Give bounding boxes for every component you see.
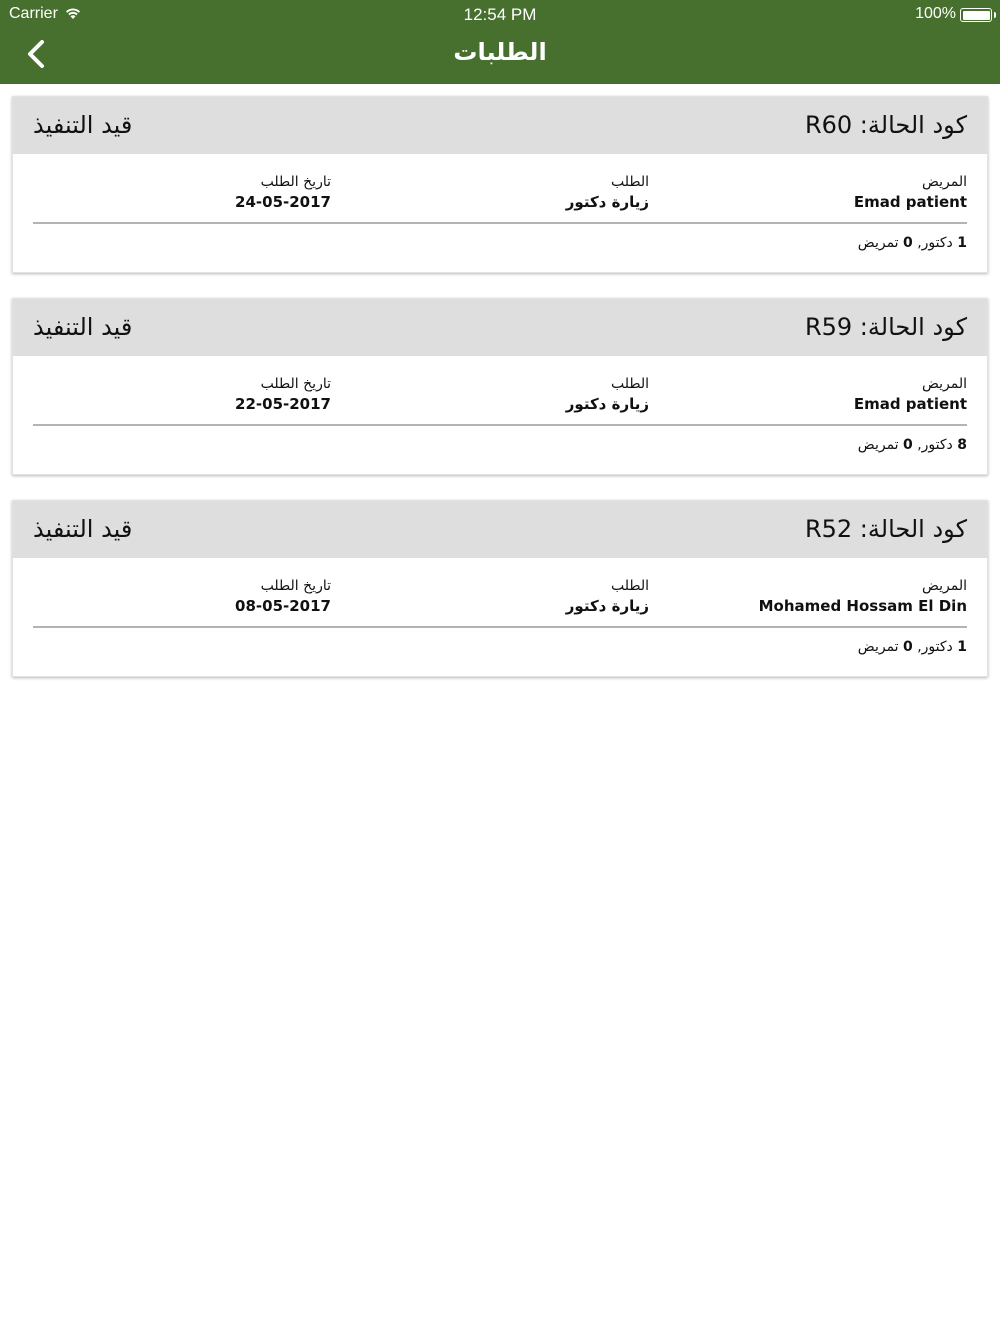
nurse-count: 0 [903, 235, 913, 251]
doctor-label: دكتور, [917, 235, 953, 251]
request-card[interactable] [12, 298, 988, 475]
case-code: كود الحالة: R59 [804, 313, 967, 341]
battery-icon [960, 8, 992, 22]
request-column [566, 376, 649, 413]
card-header [13, 97, 987, 154]
patient-label: المريض [921, 578, 967, 594]
page-title: الطلبات [453, 38, 547, 66]
nurse-count: 0 [903, 639, 913, 655]
patient-column [759, 578, 967, 615]
nurse-count: 0 [903, 437, 913, 453]
carrier-label: Carrier [9, 5, 58, 22]
request-type: زيارة دكتور [565, 597, 649, 615]
doctor-label: دكتور, [917, 437, 953, 453]
request-date-label: تاريخ الطلب [260, 578, 331, 594]
divider [33, 424, 967, 426]
patient-name: Emad patient [853, 395, 967, 413]
status-badge: قيد التنفيذ [33, 313, 133, 341]
divider [33, 222, 967, 224]
date-column [235, 578, 331, 615]
patient-label: المريض [921, 376, 967, 392]
request-column [566, 578, 649, 615]
request-column [566, 174, 649, 211]
staff-counts [858, 437, 967, 453]
divider [33, 626, 967, 628]
requests-list [12, 96, 988, 702]
doctor-label: دكتور, [917, 639, 953, 655]
patient-name: Emad patient [853, 193, 967, 211]
patient-column [854, 174, 967, 211]
staff-counts [858, 235, 967, 251]
request-label: الطلب [610, 174, 649, 190]
case-code: كود الحالة: R60 [804, 111, 967, 139]
request-card[interactable] [12, 96, 988, 273]
status-badge: قيد التنفيذ [33, 111, 133, 139]
request-label: الطلب [610, 578, 649, 594]
request-type: زيارة دكتور [565, 395, 649, 413]
request-type: زيارة دكتور [565, 193, 649, 211]
staff-counts [858, 639, 967, 655]
doctor-count: 8 [957, 437, 967, 453]
request-date-label: تاريخ الطلب [260, 376, 331, 392]
status-badge: قيد التنفيذ [33, 515, 133, 543]
navigation-bar [0, 0, 1000, 84]
battery-percentage: 100% [915, 5, 956, 22]
date-column [235, 174, 331, 211]
card-header [13, 299, 987, 356]
nurse-label: تمريض [857, 235, 899, 251]
request-label: الطلب [610, 376, 649, 392]
nurse-label: تمريض [857, 639, 899, 655]
doctor-count: 1 [957, 639, 967, 655]
case-code: كود الحالة: R52 [804, 515, 967, 543]
patient-label: المريض [921, 174, 967, 190]
clock: 12:54 PM [463, 5, 537, 24]
nurse-label: تمريض [857, 437, 899, 453]
date-column [235, 376, 331, 413]
request-date: 08-05-2017 [235, 597, 331, 615]
request-card[interactable] [12, 500, 988, 677]
request-date: 24-05-2017 [235, 193, 331, 211]
request-date: 22-05-2017 [235, 395, 331, 413]
card-header [13, 501, 987, 558]
request-date-label: تاريخ الطلب [260, 174, 331, 190]
patient-column [854, 376, 967, 413]
patient-name: Mohamed Hossam El Din [758, 597, 967, 615]
doctor-count: 1 [957, 235, 967, 251]
status-bar [0, 0, 1000, 28]
